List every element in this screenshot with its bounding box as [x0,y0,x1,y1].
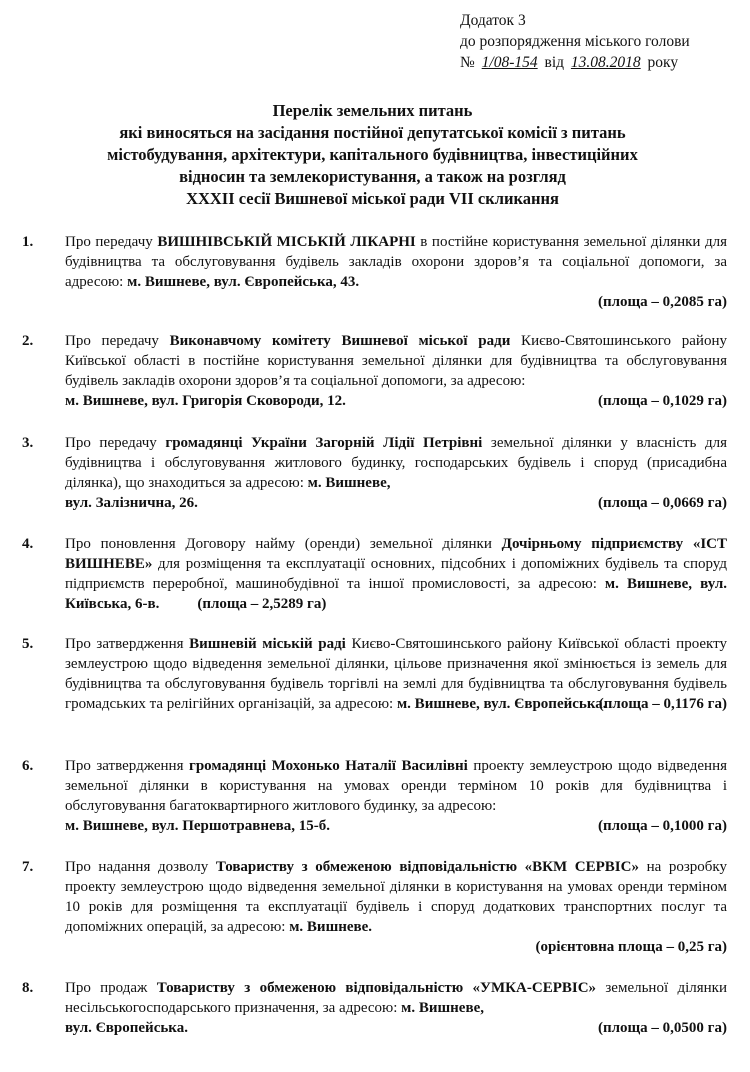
item-last-line [65,1018,727,1038]
item-address-street: вул. Європейська. [65,1020,188,1036]
list-item [22,534,727,614]
item-subject: Виконавчому комітету Вишневої міської ради [169,333,511,349]
item-text-rest: Києво-Святошинського району Київської області в постійне користування земельної ділянки для будівництва та обслуговування будівель закладів охорони здоров’я та соціальної допомоги, за адресою: [65,333,727,389]
item-address: м. Вишневе, вул. Європейська, 43. [127,274,360,290]
item-text-rest: на розробку проекту землеустрою щодо відведення земельної ділянки в користування на умовах оренди терміном 10 років для розміщення та експлуатації будівель і споруд додаткових транспортних послуг та допоміжних операцій, за адресою: [65,859,727,935]
item-text-lead: Про передачу [65,333,170,349]
item-text-lead: Про затвердження [65,636,190,652]
title-line-4: відносин та землекористування, а також на розгляд [179,167,566,186]
item-address: м. Вишневе. [289,919,373,935]
item-area: (площа – 0,2085 га) [597,294,727,310]
annex-year-label: року [647,54,679,71]
item-text [65,433,727,513]
item-area: (площа – 2,5289 га) [197,596,327,612]
item-text-rest: Києво-Святошинського району Київської області проекту землеустрою щодо відведення земельної ділянки, цільове призначення якої змінюється із земель для будівництва та обслуговування будівель торгівлі на землі для будівництва та обслуговування будівель громадських та релігійних організацій, за адресою: [65,636,727,712]
item-area: (площа – 0,0500 га) [597,1020,727,1036]
item-text [65,232,727,312]
item-text [65,634,727,714]
annex-date-value: 13.08.2018 [570,54,641,71]
item-text [65,534,727,614]
item-number: 6. [22,758,34,774]
item-subject: Вишневій міській раді [189,636,346,652]
item-address: м. Вишневе, вул. Першотравнева, 15-б. [65,818,330,834]
annex-line-1: Додаток 3 [460,12,526,29]
document-title [20,100,725,210]
item-area: (площа – 0,1000 га) [597,818,727,834]
item-subject: громадянці Мохонько Наталії Василівні [189,758,468,774]
item-last-line [65,493,727,513]
annex-no-label: № [460,54,475,71]
annex-from-label: від [544,54,565,71]
item-address: м. Вишневе, вул. Григорія Сковороди, 12. [65,393,346,409]
title-line-1: Перелік земельних питань [272,101,473,120]
item-text-rest: земельної ділянки у власність для будівництва і обслуговування житлового будинку, господарських будівель і споруд (присадибна ділянка), що знаходиться за адресою: [65,435,727,491]
item-address: м. Вишневе, [401,1000,484,1016]
item-last-line [65,391,727,411]
item-number: 7. [22,859,34,875]
title-line-5: XXXII сесії Вишневої міської ради VII скликання [186,189,559,208]
item-address: м. Вишневе, [307,475,391,491]
item-subject: ВИШНІВСЬКІЙ МІСЬКІЙ ЛІКАРНІ [157,234,416,250]
item-subject: Товариству з обмеженою відповідальністю «ВКМ СЕРВІС» [215,859,639,875]
item-subject: Дочірньому підприємству «ІСТ ВИШНЕВЕ» [65,536,728,572]
item-address: м. Вишневе, вул. Київська, 6-в. [65,576,727,612]
item-number: 3. [22,435,34,451]
annex-header [460,10,690,73]
item-area: (орієнтовна площа – 0,25 га) [535,939,727,955]
item-text-rest: для розміщення та експлуатації основних, підсобних і допоміжних будівель та споруд підприємств переробної, машинобудівної та іншої промисловості, за адресою: [65,556,727,592]
item-area: (площа – 0,1176 га) [598,696,727,712]
item-text-lead: Про передачу [65,435,166,451]
item-number: 8. [22,980,34,996]
item-subject: Товариству з обмеженою відповідальністю «УМКА-СЕРВІС» [156,980,597,996]
item-number: 2. [22,333,34,349]
item-area: (площа – 0,0669 га) [597,495,727,511]
title-line-3: містобудування, архітектури, капітального будівництва, інвестиційних [107,145,638,164]
item-subject: громадянці України Загорній Лідії Петрівні [165,435,483,451]
list-item [22,756,727,836]
item-text-lead: Про поновлення Договору найму (оренди) земельної ділянки [65,536,502,552]
list-item [22,857,727,957]
item-text [65,756,727,836]
annex-line-3 [460,52,690,73]
item-text [65,857,727,957]
item-text [65,331,727,411]
item-text-lead: Про надання дозволу [65,859,216,875]
item-text-rest: земельної ділянки несільськогосподарського призначення, за адресою: [65,980,727,1016]
item-text [65,978,727,1038]
item-last-line [65,816,727,836]
list-item [22,232,727,312]
item-number: 4. [22,536,34,552]
item-text-lead: Про продаж [65,980,157,996]
list-item [22,331,727,411]
item-address-street: вул. Залізнична, 26. [65,495,198,511]
list-item [22,634,727,714]
item-area: (площа – 0,1029 га) [597,393,727,409]
list-item [22,978,727,1038]
item-text-rest: в постійне користування земельної ділянки для будівництва та обслуговування будівель закладів охорони здоров’я та соціальної допомоги, за адресою: [65,234,727,290]
item-text-lead: Про передачу [65,234,158,250]
item-number: 1. [22,234,34,250]
annex-no-value: 1/08-154 [481,54,538,71]
list-item [22,433,727,513]
annex-line-2: до розпорядження міського голови [460,33,690,50]
item-text-lead: Про затвердження [65,758,190,774]
item-number: 5. [22,636,34,652]
item-text-rest: проекту землеустрою щодо відведення земельної ділянки в користування на умовах оренди терміном 10 років для будівництва і обслуговування багатоквартирного житлового будинку, за адресою: [65,758,728,814]
item-address: м. Вишневе, вул. Європейська. [396,696,607,712]
title-line-2: які виносяться на засідання постійної депутатської комісії з питань [119,123,626,142]
